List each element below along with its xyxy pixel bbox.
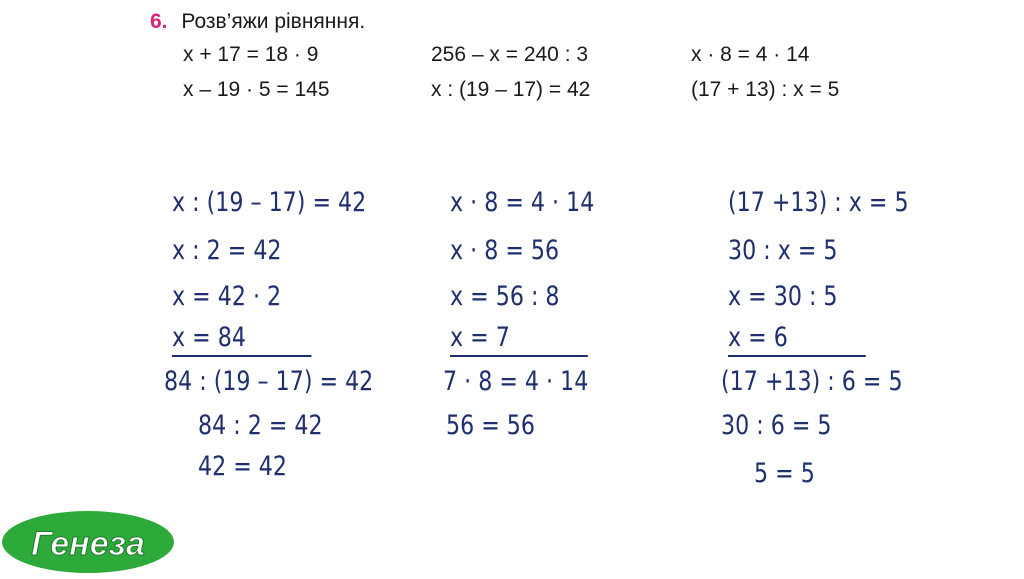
task-eq: 256 – x = 240 : 3 xyxy=(431,43,589,66)
solution-line: (17 +13) : x = 5 xyxy=(728,187,909,218)
check-line: 30 : 6 = 5 xyxy=(721,410,832,441)
check-line: 42 = 42 xyxy=(198,451,287,482)
logo-text: Генеза xyxy=(31,525,145,563)
solution-answer xyxy=(450,322,588,357)
solution-line: x = 56 : 8 xyxy=(450,281,560,312)
solution-line: x : (19 – 17) = 42 xyxy=(172,187,367,218)
task-header xyxy=(150,10,365,34)
solution-line: x = 42 · 2 xyxy=(172,281,282,312)
solution-line: x · 8 = 56 xyxy=(450,235,560,266)
task-eq: x · 8 = 4 · 14 xyxy=(691,43,810,66)
check-line: 7 · 8 = 4 · 14 xyxy=(443,366,589,397)
logo-graphic xyxy=(0,508,180,574)
task-eq: x – 19 · 5 = 145 xyxy=(183,78,330,101)
task-eq: x + 17 = 18 · 9 xyxy=(183,43,319,66)
solution-line: x : 2 = 42 xyxy=(172,235,282,266)
task-eq: x : (19 – 17) = 42 xyxy=(431,78,591,101)
check-line: 5 = 5 xyxy=(754,458,815,489)
task-title: Розв’яжи рівняння. xyxy=(181,10,366,33)
answer-text: x = 84 xyxy=(172,322,312,357)
solution-line: x · 8 = 4 · 14 xyxy=(450,187,595,218)
task-number: 6. xyxy=(150,10,168,33)
solution-answer xyxy=(172,322,312,357)
check-line: 84 : 2 = 42 xyxy=(198,410,323,441)
geneza-logo xyxy=(0,508,180,574)
check-line: 56 = 56 xyxy=(446,410,535,441)
solution-line: x = 30 : 5 xyxy=(728,281,838,312)
solution-answer xyxy=(728,322,866,357)
solution-line: 30 : x = 5 xyxy=(728,235,838,266)
answer-text: x = 6 xyxy=(728,322,866,357)
task-eq: (17 + 13) : x = 5 xyxy=(691,78,840,101)
check-line: 84 : (19 – 17) = 42 xyxy=(164,366,374,397)
answer-text: x = 7 xyxy=(450,322,588,357)
check-line: (17 +13) : 6 = 5 xyxy=(721,366,903,397)
